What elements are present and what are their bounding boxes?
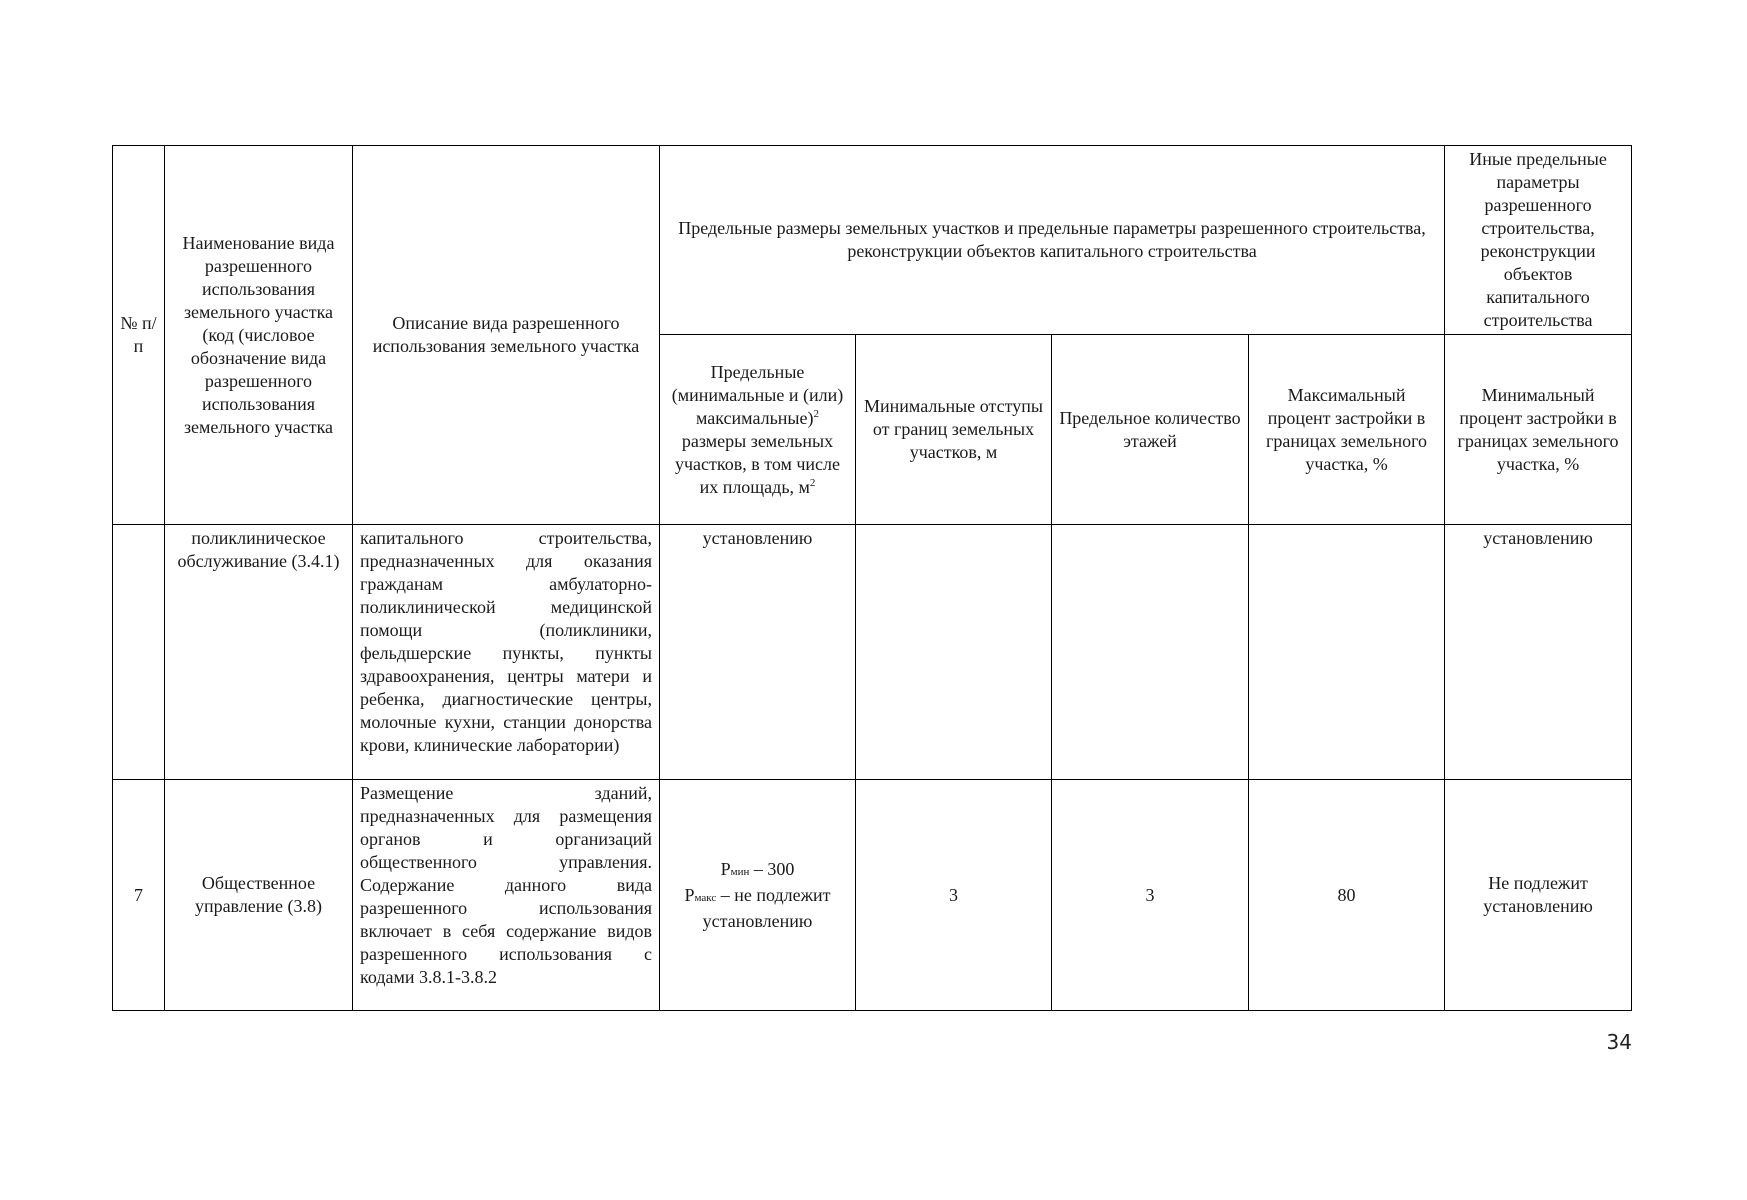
row-use-description: капитального строительства, предназначенных для оказания гражданам амбулаторно-поликлинической медицинской помощи (поликлиники, фельдшерские пункты, пункты здравоохранения, центры матери и ребенка, диагностические центры, молочные кухни, станции донорства крови, клинические лаборатории) (353, 525, 660, 780)
row-max-coverage (1249, 525, 1445, 780)
header-min-coverage: Минимальный процент застройки в границах земельного участка, % (1445, 335, 1632, 525)
header-floors: Предельное количество этажей (1052, 335, 1249, 525)
header-use-name: Наименование вида разрешенного использования земельного участка (код (числовое обозначение вида разрешенного использования земельного участка (165, 146, 353, 525)
row-number (113, 525, 165, 780)
row-min-coverage: Не подлежит установлению (1445, 780, 1632, 1011)
page-number: 34 (1606, 1030, 1632, 1054)
row-plot-size (660, 780, 856, 1011)
header-setback: Минимальные отступы от границ земельных участков, м (856, 335, 1052, 525)
zoning-parameters-table (112, 145, 1632, 1011)
row-plot-size: установлению (660, 525, 856, 780)
min-size-line: Рмин – 300 (720, 858, 795, 879)
row-floors (1052, 525, 1249, 780)
header-max-coverage: Максимальный процент застройки в границах земельного участка, % (1249, 335, 1445, 525)
header-use-description: Описание вида разрешенного использования земельного участка (353, 146, 660, 525)
row-floors: 3 (1052, 780, 1249, 1011)
table-row (113, 525, 1632, 780)
header-limits-group: Предельные размеры земельных участков и предельные параметры разрешенного строительства, реконструкции объектов капитального строительства (660, 146, 1445, 335)
row-use-name: Общественное управление (3.8) (165, 780, 353, 1011)
header-row-1 (113, 146, 1632, 335)
row-setback (856, 525, 1052, 780)
row-setback: 3 (856, 780, 1052, 1011)
row-min-coverage: установлению (1445, 525, 1632, 780)
header-other-params: Иные предельные параметры разрешенного строительства, реконструкции объектов капитального строительства (1445, 146, 1632, 335)
header-plot-size: Предельные (минимальные и (или) максимальные)$^2$ размеры земельных участков, в том числе их площадь, $м^2$ (660, 335, 856, 525)
max-size-line: Рмакс – не подлежит установлению (684, 884, 831, 931)
row-max-coverage: 80 (1249, 780, 1445, 1011)
row-use-name: поликлиническое обслуживание (3.4.1) (165, 525, 353, 780)
row-use-description: Размещение зданий, предназначенных для размещения органов и организаций общественного управления. Содержание данного вида разрешенного использования включает в себя содержание видов разрешенного использования с кодами 3.8.1-3.8.2 (353, 780, 660, 1011)
row-number: 7 (113, 780, 165, 1011)
table-row (113, 780, 1632, 1011)
header-number: № п/п (113, 146, 165, 525)
